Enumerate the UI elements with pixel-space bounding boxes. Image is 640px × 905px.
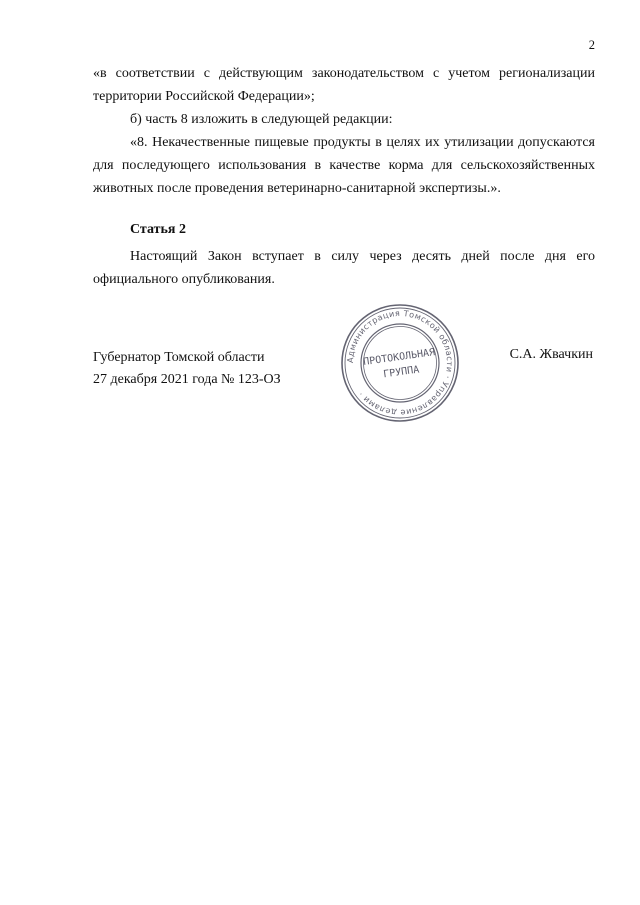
stamp-center-line1: ПРОТОКОЛЬНАЯ — [362, 347, 436, 369]
paragraph-text: Настоящий Закон вступает в силу через десять дней после дня его официального опубликования. — [93, 249, 595, 287]
paragraph-part-8 — [93, 108, 595, 131]
paragraph-new-part-8 — [93, 131, 595, 200]
paragraph-text: «в соответствии с действующим законодательством с учетом регионализации территории Российской Федерации»; — [93, 66, 595, 104]
stamp-center-line2: ГРУППА — [382, 364, 420, 381]
stamp-ring-text: Администрация Томской области · Управление делами · — [344, 307, 456, 419]
article-title: Статья 2 — [130, 222, 186, 237]
paragraph-text: б) часть 8 изложить в следующей редакции: — [130, 112, 393, 127]
signatory-name: С.А. Жвачкин — [509, 347, 593, 362]
paragraph-amendment-quote — [93, 62, 595, 108]
paragraph-entry-into-force — [93, 245, 595, 291]
page-number: 2 — [588, 38, 595, 52]
law-date-number: 27 декабря 2021 года № 123-ОЗ — [93, 372, 281, 387]
signatory-position: Губернатор Томской области — [93, 350, 265, 365]
official-seal-stamp — [339, 302, 461, 429]
paragraph-text: «8. Некачественные пищевые продукты в целях их утилизации допускаются для последующего использования в качестве корма для сельскохозяйственных животных после проведения ветеринарно-санитарной экспертизы.». — [93, 135, 595, 196]
